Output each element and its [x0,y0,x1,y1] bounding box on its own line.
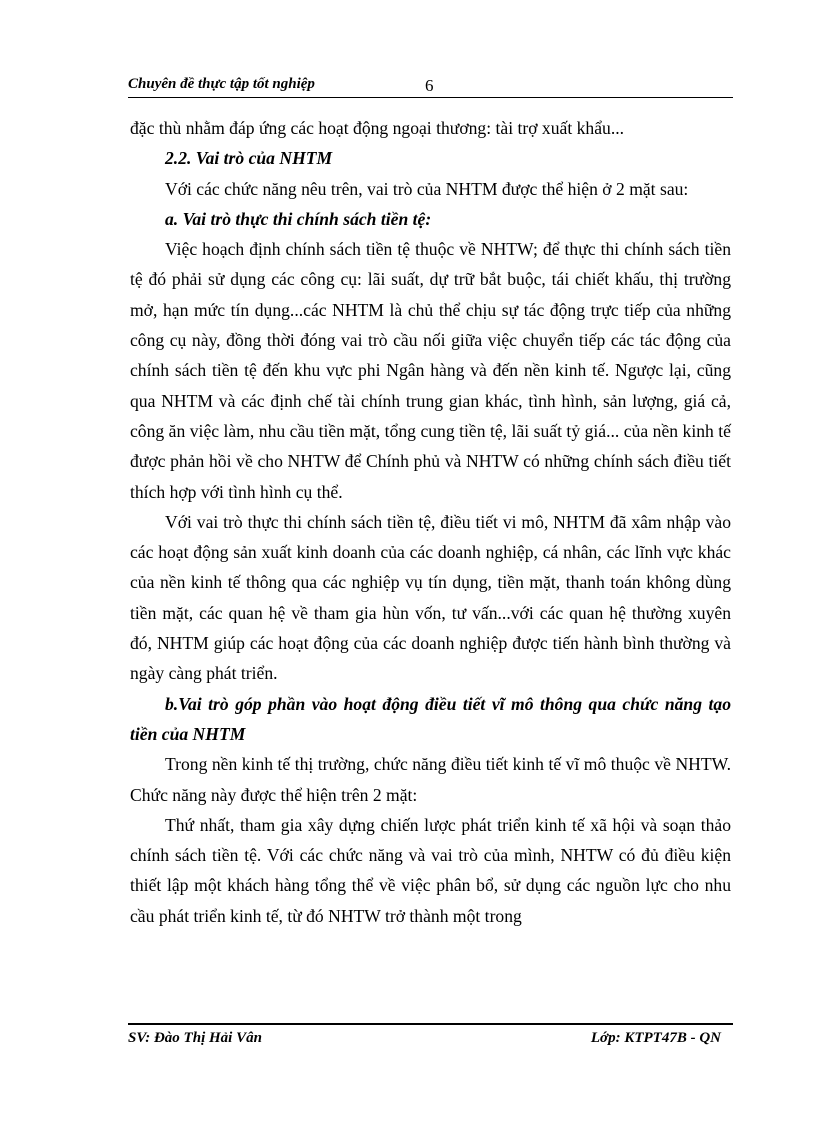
page-number: 6 [425,76,434,95]
paragraph-continuation: đặc thù nhằm đáp ứng các hoạt động ngoại thương: tài trợ xuất khẩu... [130,118,625,138]
subsection-heading-a: a. Vai trò thực thi chính sách tiền tệ: [165,208,432,229]
document-title: Chuyên đề thực tập tốt nghiệp [128,76,315,92]
student-name: SV: Đào Thị Hải Vân [128,1030,262,1046]
section-heading: 2.2. Vai trò của NHTM [165,148,333,169]
paragraph: Thứ nhất, tham gia xây dựng chiến lược phát triển kinh tế xã hội và soạn thảo chính sách tiền tệ. Với các chức năng và vai trò của mình, NHTW có đủ điều kiện thiết lập một khách hàng tổng thể về việc phân bổ, sử dụng các nguồn lực cho nhu cầu phát triển kinh tế, từ đó NHTW trở thành một trong [130,814,731,926]
page-body [130,113,731,931]
paragraph: Với vai trò thực thi chính sách tiền tệ, điều tiết vi mô, NHTM đã xâm nhập vào các hoạt động sản xuất kinh doanh của các doanh nghiệp, cá nhân, các lĩnh vực khác của nền kinh tế thông qua các nghiệp vụ tín dụng, tiền mặt, thanh toán không dùng tiền mặt, các quan hệ về tham gia hùn vốn, tư vấn...với các quan hệ thường xuyên đó, NHTM giúp các hoạt động của các doanh nghiệp được tiến hành bình thường và ngày càng phát triển. [130,511,731,684]
paragraph: Việc hoạch định chính sách tiền tệ thuộc về NHTW; để thực thi chính sách tiền tệ đó phải sử dụng các công cụ: lãi suất, dự trữ bắt buộc, tái chiết khấu, thị trường mở, hạn mức tín dụng...các NHTM là chủ thể chịu sự tác động trực tiếp của những công cụ này, đồng thời đóng vai trò cầu nối giữa việc chuyển tiếp các tác động của chính sách tiền tệ đến khu vực phi Ngân hàng và đến nền kinh tế. Ngược lại, cũng qua NHTM và các định chế tài chính trung gian khác, tình hình, sản lượng, giá cả, công ăn việc làm, nhu cầu tiền mặt, tổng cung tiền tệ, lãi suất tỷ giá... của nền kinh tế được phản hồi về cho NHTW để Chính phủ và NHTW có những chính sách điều tiết thích hợp với tình hình cụ thể. [130,239,731,502]
subsection-heading-b: b.Vai trò góp phần vào hoạt động điều tiết vĩ mô thông qua chức năng tạo tiền của NHTM [130,693,731,744]
footer-divider [128,1023,733,1025]
header-divider [128,97,733,98]
page-footer [128,1023,733,1053]
paragraph: Với các chức năng nêu trên, vai trò của NHTM được thể hiện ở 2 mặt sau: [165,178,689,199]
paragraph: Trong nền kinh tế thị trường, chức năng điều tiết kinh tế vĩ mô thuộc về NHTW. Chức năng này được thể hiện trên 2 mặt: [130,754,731,805]
page-header [128,74,733,98]
class-code: Lớp: KTPT47B - QN [590,1030,721,1046]
